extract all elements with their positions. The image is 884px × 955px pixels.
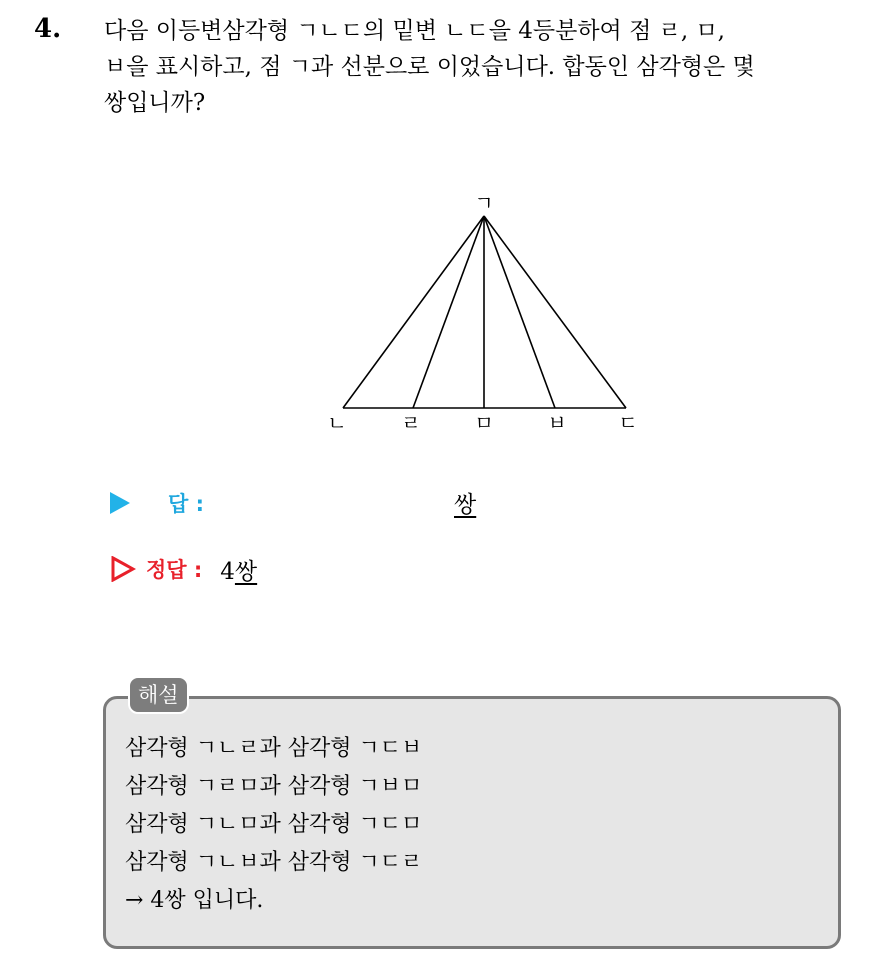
explanation-lines — [125, 730, 422, 920]
question-number: 4. — [34, 14, 62, 44]
explanation-conclusion: → 4쌍 입니다. — [125, 888, 264, 913]
question-line-3: 쌍입니까? — [104, 90, 206, 116]
correct-answer-number: 4 — [220, 558, 235, 585]
answer-blank-unit[interactable]: 쌍 — [454, 492, 477, 518]
side-right — [484, 216, 626, 408]
base-label-m: ㅁ — [474, 411, 494, 435]
base-label-d: ㄷ — [618, 411, 638, 435]
explanation-tag: 해설 — [128, 676, 189, 714]
base-label-b: ㅂ — [547, 411, 567, 435]
triangle-figure — [0, 0, 884, 470]
play-triangle-icon — [110, 492, 130, 514]
correct-answer-label: 정답 : — [146, 558, 203, 582]
correct-answer-unit: 쌍 — [234, 558, 258, 585]
answer-label: 답 : — [168, 492, 204, 516]
segment-to-b — [484, 216, 555, 408]
apex-label: ㄱ — [474, 191, 494, 215]
outline-triangle-icon — [110, 556, 136, 582]
question-line-1: 다음 이등변삼각형 ㄱㄴㄷ의 밑변 ㄴㄷ을 4등분하여 점 ㄹ, ㅁ, — [104, 18, 725, 44]
side-left — [343, 216, 484, 408]
explanation-line: 삼각형 ㄱㄴㄹ과 삼각형 ㄱㄷㅂ — [125, 736, 423, 761]
answer-row — [110, 486, 204, 520]
explanation-line: 삼각형 ㄱㄹㅁ과 삼각형 ㄱㅂㅁ — [125, 774, 423, 799]
base-label-n: ㄴ — [327, 411, 347, 435]
explanation-line: 삼각형 ㄱㄴㅂ과 삼각형 ㄱㄷㄹ — [125, 850, 423, 875]
segment-to-r — [413, 216, 484, 408]
question-line-2: ㅂ을 표시하고, 점 ㄱ과 선분으로 이었습니다. 합동인 삼각형은 몇 — [104, 54, 755, 80]
explanation-line: 삼각형 ㄱㄴㅁ과 삼각형 ㄱㄷㅁ — [125, 812, 423, 837]
base-label-r: ㄹ — [401, 411, 421, 435]
correct-answer-value — [220, 553, 257, 586]
correct-answer-row — [110, 552, 257, 586]
